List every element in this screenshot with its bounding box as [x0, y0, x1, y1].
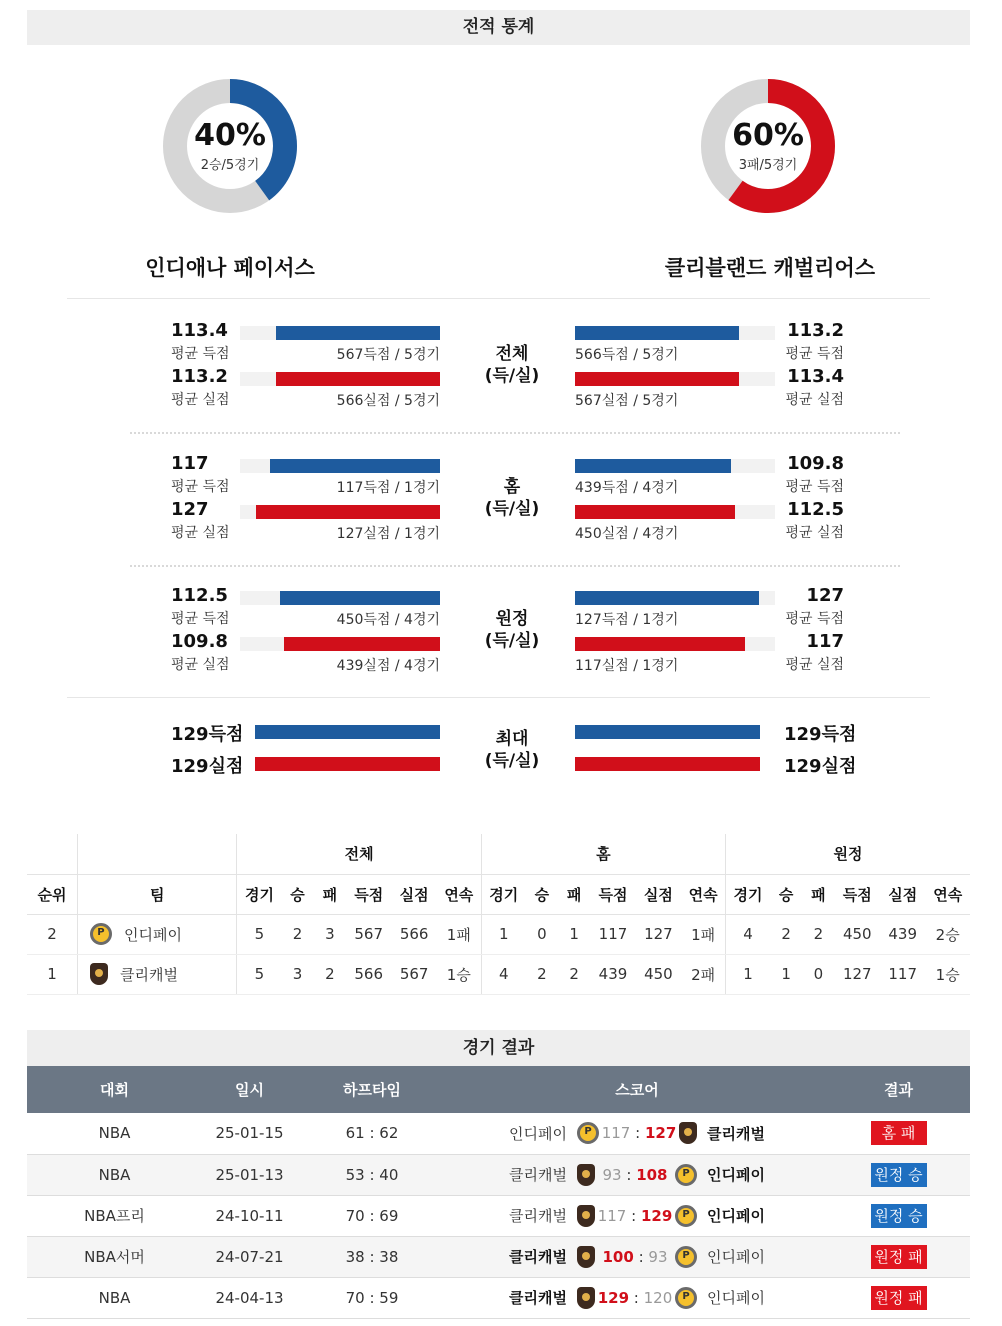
g2-left-score-bar — [280, 591, 440, 605]
halftime-cell: 53 : 40 — [297, 1154, 447, 1195]
g1-right-score-count: 439득점 / 4경기 — [575, 480, 679, 496]
stat-cell: 566 — [346, 954, 391, 994]
rank-cell: 1 — [27, 954, 77, 994]
result-cell — [827, 1236, 970, 1277]
stat-cell: 2 — [526, 954, 558, 994]
cavs-logo-icon — [577, 1246, 595, 1268]
score-cell — [447, 1195, 827, 1236]
pacers-logo-icon — [577, 1122, 599, 1144]
standings-col-header[interactable]: 패 — [314, 874, 346, 914]
max-right-concede-bar-track — [575, 757, 760, 771]
divider — [67, 697, 930, 698]
date-cell: 24-10-11 — [202, 1195, 297, 1236]
g1-right-score-value: 109.8 — [787, 453, 844, 474]
g2-left-score-bar-track — [240, 591, 440, 605]
group-header-away: 원정 — [726, 834, 970, 874]
away-team-name[interactable]: 인디페이 — [707, 1248, 765, 1266]
g1-right-score-bar — [575, 459, 731, 473]
g0-left-score-value: 113.4 — [171, 320, 228, 341]
home-team-name[interactable]: 클리캐벌 — [509, 1166, 567, 1184]
pacers-logo-icon — [675, 1164, 697, 1186]
standings-col-header[interactable]: 연속 — [681, 874, 725, 914]
team-name: 클리캐벌 — [119, 965, 178, 984]
pacers-logo-icon — [675, 1246, 697, 1268]
g0-right-score-label: 평균 득점 — [785, 346, 844, 362]
away-score: 129 — [640, 1206, 673, 1225]
stat-cell: 117 — [590, 914, 635, 954]
result-row — [27, 1154, 970, 1195]
away-score: 120 — [643, 1288, 673, 1307]
stat-cell: 1승 — [925, 954, 970, 994]
stat-cell: 1패 — [681, 914, 725, 954]
home-team-name[interactable]: 클리캐벌 — [509, 1248, 567, 1266]
group-header-total: 전체 — [237, 834, 481, 874]
stat-cell: 1패 — [437, 914, 481, 954]
g1-left-concede-value: 127 — [171, 499, 209, 520]
max-left-score: 129득점 — [171, 724, 244, 745]
max-right-score-bar — [575, 725, 760, 739]
stat-cell: 4 — [481, 954, 525, 994]
g0-label-1: 전체 — [495, 344, 529, 364]
pacers-logo-icon — [675, 1205, 697, 1227]
stat-cell: 1승 — [437, 954, 481, 994]
left-team-name: 인디애나 페이서스 — [145, 256, 315, 280]
left-win-pct: 40% — [194, 118, 266, 153]
max-right-score-bar-track — [575, 725, 760, 739]
g0-right-concede-bar — [575, 372, 739, 386]
stat-cell: 1 — [726, 954, 770, 994]
team-cell[interactable] — [77, 914, 237, 954]
max-left-score-bar — [255, 725, 440, 739]
stat-cell: 2 — [314, 954, 346, 994]
league-cell: NBA — [27, 1113, 202, 1154]
home-score: 117 — [601, 1124, 631, 1143]
home-team-name[interactable]: 클리캐벌 — [509, 1289, 567, 1307]
g0-left-score-count: 567득점 / 5경기 — [336, 347, 440, 363]
results-col-header: 일시 — [202, 1066, 297, 1113]
max-label-2: (득/실) — [484, 751, 540, 771]
stat-cell: 1 — [558, 914, 590, 954]
g2-label-1: 원정 — [495, 609, 529, 629]
g2-right-score-bar — [575, 591, 759, 605]
max-right-concede: 129실점 — [784, 756, 857, 777]
result-cell — [827, 1195, 970, 1236]
team-cell[interactable] — [77, 954, 237, 994]
home-score: 93 — [602, 1165, 622, 1184]
result-cell — [827, 1277, 970, 1318]
g1-label-2: (득/실) — [484, 499, 540, 519]
team-name: 인디페이 — [123, 925, 182, 944]
g2-left-score-count: 450득점 / 4경기 — [336, 612, 440, 628]
g0-left-concede-value: 113.2 — [171, 366, 228, 387]
stat-cell: 439 — [880, 914, 925, 954]
away-score: 127 — [644, 1124, 677, 1143]
standings-col-header[interactable]: 득점 — [835, 874, 880, 914]
stat-cell: 2승 — [925, 914, 970, 954]
cavs-logo-icon — [90, 963, 108, 985]
stat-cell: 1 — [481, 914, 525, 954]
results-section-title: 경기 결과 — [27, 1030, 970, 1066]
stat-cell: 567 — [346, 914, 391, 954]
home-score: 129 — [597, 1288, 630, 1307]
stat-cell: 1 — [770, 954, 802, 994]
stat-cell: 3 — [314, 914, 346, 954]
left-win-sub: 2승/5경기 — [200, 158, 260, 173]
league-cell: NBA프리 — [27, 1195, 202, 1236]
dotted-divider — [130, 432, 900, 434]
standings-col-header[interactable]: 연속 — [437, 874, 481, 914]
stat-cell: 2패 — [681, 954, 725, 994]
stat-cell: 2 — [558, 954, 590, 994]
standings-col-header[interactable]: 팀 — [77, 874, 237, 914]
halftime-cell: 70 : 69 — [297, 1195, 447, 1236]
pacers-logo-icon — [90, 923, 112, 945]
g2-right-score-label: 평균 득점 — [785, 611, 844, 627]
stat-cell: 0 — [802, 954, 834, 994]
standings-col-header[interactable]: 패 — [802, 874, 834, 914]
g2-left-score-label: 평균 득점 — [171, 611, 230, 627]
g0-left-score-bar-track — [240, 326, 440, 340]
cavs-logo-icon — [577, 1205, 595, 1227]
halftime-cell: 38 : 38 — [297, 1236, 447, 1277]
max-left-score-bar-track — [255, 725, 440, 739]
score-separator: : — [621, 1165, 637, 1184]
g1-center-label — [470, 476, 554, 520]
halftime-cell: 70 : 59 — [297, 1277, 447, 1318]
score-separator: : — [629, 1288, 644, 1307]
g2-label-2: (득/실) — [484, 631, 540, 651]
cavs-logo-icon — [679, 1122, 697, 1144]
stat-cell: 439 — [590, 954, 635, 994]
left-donut-chart — [160, 76, 300, 216]
standings-empty-cell — [27, 834, 77, 874]
score-cell — [447, 1236, 827, 1277]
max-label-1: 최대 — [495, 729, 529, 749]
result-row — [27, 1236, 970, 1277]
g0-left-concede-label: 평균 실점 — [171, 392, 230, 408]
g0-label-2: (득/실) — [484, 366, 540, 386]
g0-center-label — [470, 343, 554, 387]
g2-left-concede-value: 109.8 — [171, 631, 228, 652]
g2-left-concede-count: 439실점 / 4경기 — [336, 658, 440, 674]
date-cell: 24-04-13 — [202, 1277, 297, 1318]
stat-cell: 567 — [391, 954, 436, 994]
g2-left-concede-label: 평균 실점 — [171, 657, 230, 673]
standings-col-header[interactable]: 연속 — [925, 874, 970, 914]
away-team-name[interactable]: 인디페이 — [707, 1207, 765, 1225]
g1-right-concede-value: 112.5 — [787, 499, 844, 520]
g0-left-score-label: 평균 득점 — [171, 346, 230, 362]
g0-right-score-bar-track — [575, 326, 775, 340]
stat-cell: 127 — [835, 954, 880, 994]
score-separator: : — [633, 1247, 649, 1266]
g2-right-concede-bar-track — [575, 637, 775, 651]
score-separator: : — [626, 1206, 641, 1225]
standings-col-header[interactable]: 득점 — [590, 874, 635, 914]
halftime-cell: 61 : 62 — [297, 1113, 447, 1154]
result-cell — [827, 1154, 970, 1195]
g1-right-score-bar-track — [575, 459, 775, 473]
away-team-name[interactable]: 인디페이 — [707, 1166, 765, 1184]
g1-right-concede-bar-track — [575, 505, 775, 519]
g1-left-concede-count: 127실점 / 1경기 — [336, 526, 440, 542]
g1-left-score-value: 117 — [171, 453, 209, 474]
standings-col-header[interactable]: 실점 — [391, 874, 436, 914]
g2-left-concede-bar-track — [240, 637, 440, 651]
home-score: 117 — [597, 1206, 627, 1225]
max-group-label — [470, 728, 554, 772]
results-col-header: 대회 — [27, 1066, 202, 1113]
g0-right-concede-label: 평균 실점 — [785, 392, 844, 408]
max-left-concede: 129실점 — [171, 756, 244, 777]
standings-row — [27, 954, 970, 994]
g1-left-score-bar — [270, 459, 440, 473]
g2-right-concede-value: 117 — [806, 631, 844, 652]
stat-cell: 450 — [636, 954, 681, 994]
standings-col-header[interactable]: 승 — [526, 874, 558, 914]
standings-col-header[interactable]: 실점 — [880, 874, 925, 914]
score-separator: : — [630, 1124, 645, 1143]
standings-table — [27, 834, 970, 995]
standings-col-header[interactable]: 득점 — [346, 874, 391, 914]
g1-left-score-bar-track — [240, 459, 440, 473]
g0-right-score-bar — [575, 326, 739, 340]
g1-label-1: 홈 — [503, 477, 521, 497]
g2-right-concede-label: 평균 실점 — [785, 657, 844, 673]
standings-col-header[interactable]: 패 — [558, 874, 590, 914]
date-cell: 25-01-13 — [202, 1154, 297, 1195]
g0-left-concede-bar — [276, 372, 440, 386]
g0-right-concede-count: 567실점 / 5경기 — [575, 393, 679, 409]
stat-cell: 566 — [391, 914, 436, 954]
standings-row — [27, 914, 970, 954]
g1-right-concede-count: 450실점 / 4경기 — [575, 526, 679, 542]
standings-col-header[interactable]: 실점 — [636, 874, 681, 914]
right-team-name: 클리블랜드 캐벌리어스 — [664, 256, 876, 280]
result-badge: 원정 패 — [871, 1245, 927, 1269]
g1-right-concede-bar — [575, 505, 735, 519]
max-right-score: 129득점 — [784, 724, 857, 745]
home-team-name[interactable]: 클리캐벌 — [509, 1207, 567, 1225]
result-row — [27, 1277, 970, 1318]
rank-cell: 2 — [27, 914, 77, 954]
score-cell — [447, 1154, 827, 1195]
stat-cell: 127 — [636, 914, 681, 954]
right-donut-chart — [698, 76, 838, 216]
score-cell — [447, 1113, 827, 1154]
g2-left-concede-bar — [284, 637, 440, 651]
standings-col-header[interactable]: 승 — [281, 874, 313, 914]
result-badge: 원정 승 — [871, 1163, 927, 1187]
result-badge: 원정 패 — [871, 1286, 927, 1310]
g1-left-concede-label: 평균 실점 — [171, 525, 230, 541]
score-cell — [447, 1277, 827, 1318]
stat-cell: 450 — [835, 914, 880, 954]
stat-cell: 4 — [726, 914, 770, 954]
standings-col-header[interactable]: 경기 — [237, 874, 281, 914]
g1-left-score-label: 평균 득점 — [171, 479, 230, 495]
dotted-divider — [130, 565, 900, 567]
away-score: 93 — [648, 1247, 668, 1266]
results-table — [27, 1066, 970, 1319]
g2-center-label — [470, 608, 554, 652]
standings-col-header[interactable]: 순위 — [27, 874, 77, 914]
away-team-name[interactable]: 클리캐벌 — [707, 1124, 765, 1143]
g1-right-score-label: 평균 득점 — [785, 479, 844, 495]
g2-right-concede-bar — [575, 637, 745, 651]
date-cell: 24-07-21 — [202, 1236, 297, 1277]
g0-right-score-value: 113.2 — [787, 320, 844, 341]
g0-right-score-count: 566득점 / 5경기 — [575, 347, 679, 363]
result-cell — [827, 1113, 970, 1154]
g1-left-concede-bar — [256, 505, 440, 519]
date-cell: 25-01-15 — [202, 1113, 297, 1154]
group-header-home: 홈 — [481, 834, 725, 874]
cavs-logo-icon — [577, 1287, 595, 1309]
cavs-logo-icon — [577, 1164, 595, 1186]
max-left-concede-bar-track — [255, 757, 440, 771]
results-col-header: 스코어 — [447, 1066, 827, 1113]
league-cell: NBA — [27, 1277, 202, 1318]
g0-left-concede-count: 566실점 / 5경기 — [336, 393, 440, 409]
g1-left-concede-bar-track — [240, 505, 440, 519]
result-row — [27, 1113, 970, 1154]
stat-cell: 2 — [281, 914, 313, 954]
g2-left-score-value: 112.5 — [171, 585, 228, 606]
divider — [67, 298, 930, 299]
home-team-name[interactable]: 인디페이 — [509, 1124, 567, 1143]
standings-empty-cell — [77, 834, 237, 874]
stat-cell: 117 — [880, 954, 925, 994]
g2-right-score-count: 127득점 / 1경기 — [575, 612, 679, 628]
g1-right-concede-label: 평균 실점 — [785, 525, 844, 541]
stat-cell: 0 — [526, 914, 558, 954]
g0-right-concede-value: 113.4 — [787, 366, 844, 387]
pacers-logo-icon — [675, 1287, 697, 1309]
result-row — [27, 1195, 970, 1236]
standings-col-header[interactable]: 승 — [770, 874, 802, 914]
result-badge: 홈 패 — [871, 1121, 927, 1145]
stat-cell: 3 — [281, 954, 313, 994]
right-loss-pct: 60% — [732, 118, 804, 153]
result-badge: 원정 승 — [871, 1204, 927, 1228]
home-score: 100 — [602, 1247, 634, 1266]
g2-right-score-value: 127 — [806, 585, 844, 606]
stat-cell: 2 — [770, 914, 802, 954]
league-cell: NBA서머 — [27, 1236, 202, 1277]
league-cell: NBA — [27, 1154, 202, 1195]
stat-cell: 5 — [237, 914, 281, 954]
g2-right-concede-count: 117실점 / 1경기 — [575, 658, 679, 674]
max-right-concede-bar — [575, 757, 760, 771]
g1-left-score-count: 117득점 / 1경기 — [336, 480, 440, 496]
g0-left-score-bar — [276, 326, 440, 340]
g2-right-score-bar-track — [575, 591, 775, 605]
results-col-header: 하프타임 — [297, 1066, 447, 1113]
g0-right-concede-bar-track — [575, 372, 775, 386]
g0-left-concede-bar-track — [240, 372, 440, 386]
results-col-header: 결과 — [827, 1066, 970, 1113]
standings-col-header[interactable]: 경기 — [726, 874, 770, 914]
stat-cell: 2 — [802, 914, 834, 954]
record-section-title: 전적 통계 — [27, 10, 970, 45]
max-left-concede-bar — [255, 757, 440, 771]
away-team-name[interactable]: 인디페이 — [707, 1289, 765, 1307]
standings-col-header[interactable]: 경기 — [481, 874, 525, 914]
away-score: 108 — [636, 1165, 668, 1184]
stat-cell: 5 — [237, 954, 281, 994]
right-loss-sub: 3패/5경기 — [738, 158, 798, 173]
